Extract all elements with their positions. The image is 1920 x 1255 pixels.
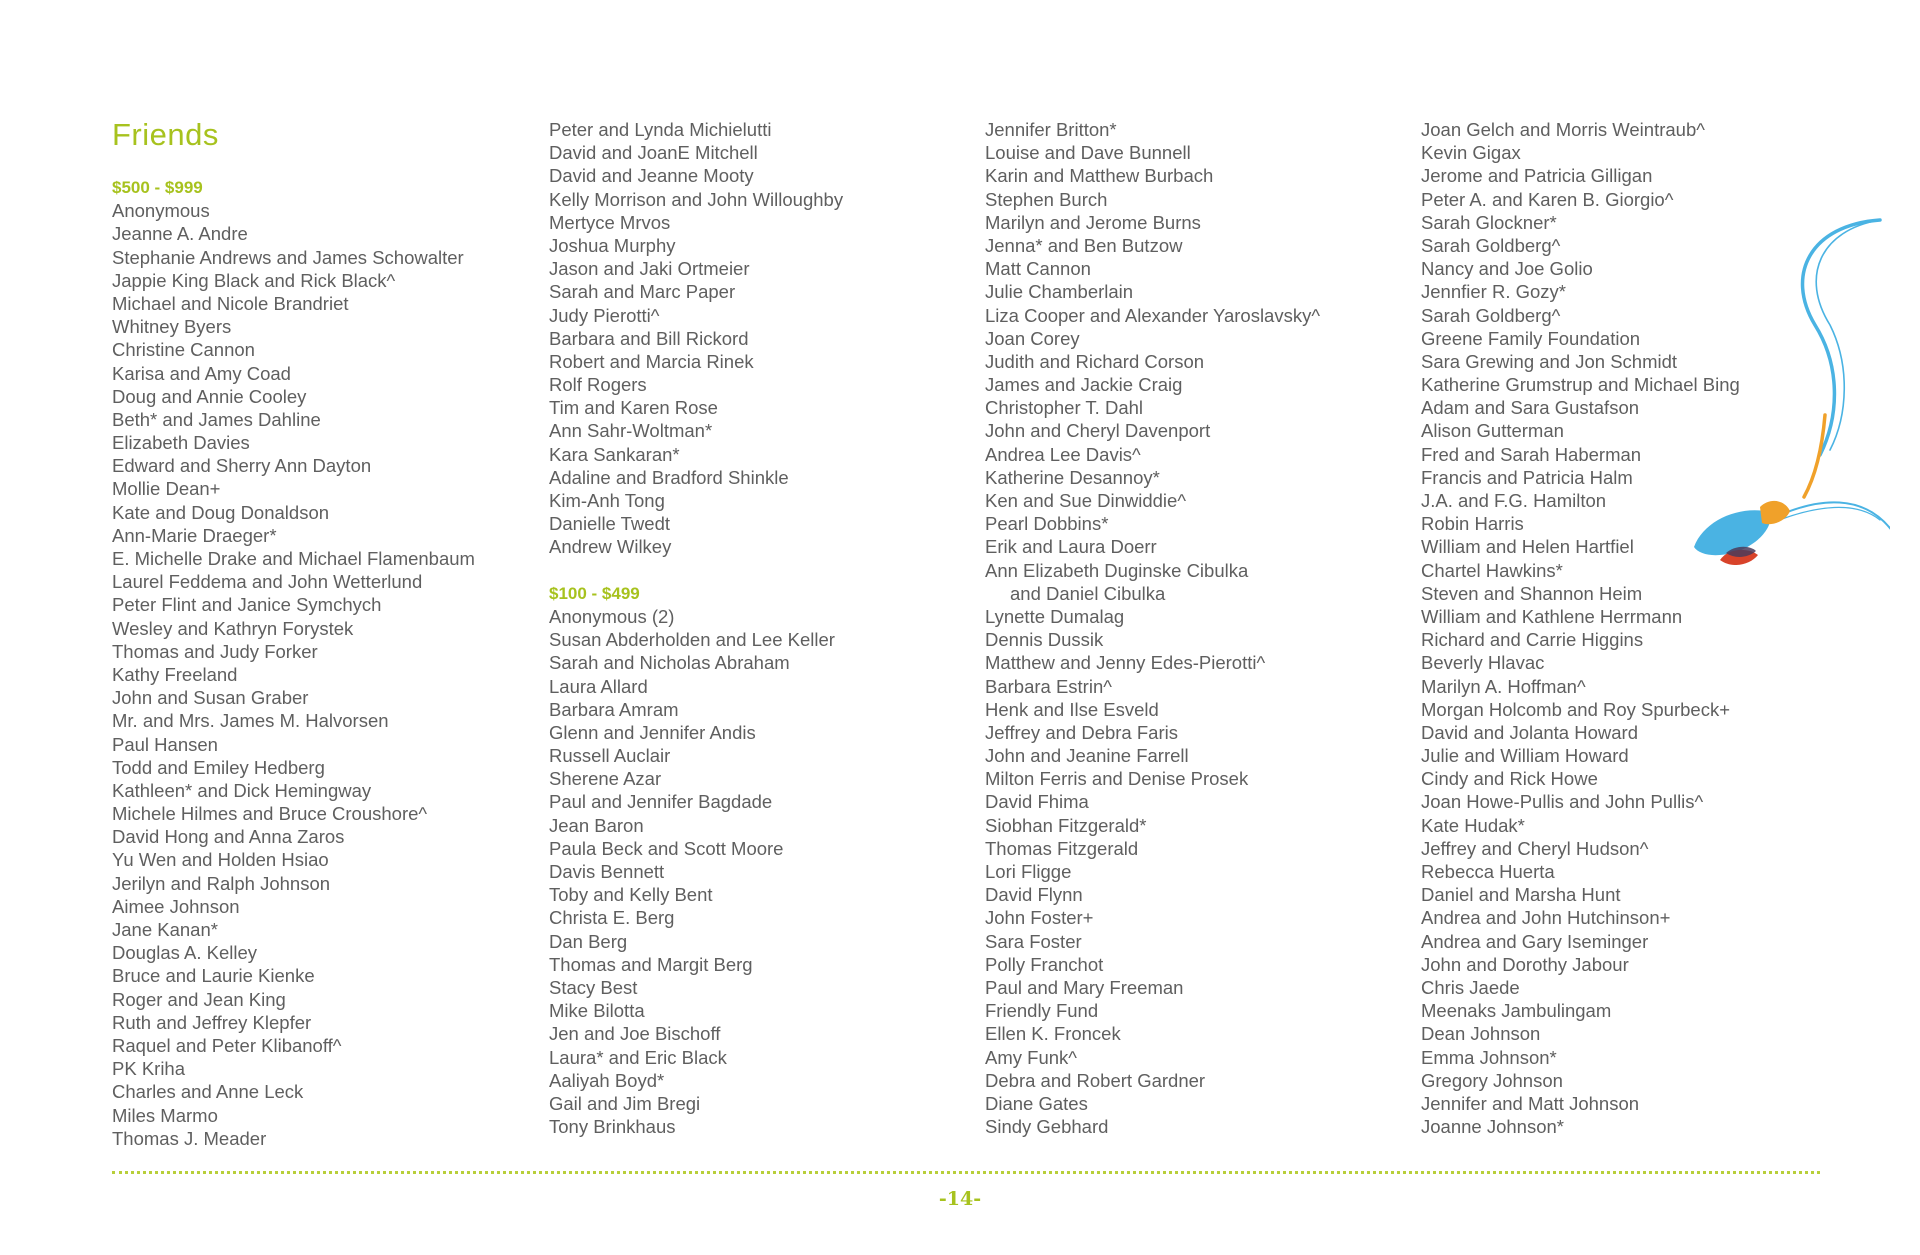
donor-name: Sarah Goldberg^ bbox=[1421, 234, 1561, 256]
donor-name: Peter Flint and Janice Symchych bbox=[112, 594, 382, 616]
donor-name: Erik and Laura Doerr bbox=[985, 536, 1157, 558]
donor-name: Jerilyn and Ralph Johnson bbox=[112, 872, 331, 894]
page-title: Friends bbox=[112, 117, 219, 152]
donor-name: Anonymous (2) bbox=[549, 605, 675, 627]
donor-name: David and JoanE Mitchell bbox=[549, 142, 758, 164]
donor-name: Thomas and Margit Berg bbox=[549, 953, 753, 975]
donor-name: Kate and Doug Donaldson bbox=[112, 501, 330, 523]
donor-name: Dennis Dussik bbox=[985, 629, 1104, 651]
donor-name: Katherine Grumstrup and Michael Bing bbox=[1421, 374, 1740, 396]
donor-name: John and Susan Graber bbox=[112, 687, 309, 709]
donor-name: Jane Kanan* bbox=[112, 919, 218, 940]
donor-name: John and Cheryl Davenport bbox=[985, 420, 1211, 442]
donor-name: Gail and Jim Bregi bbox=[549, 1092, 701, 1114]
donor-name: Jennifer and Matt Johnson bbox=[1421, 1092, 1640, 1114]
donor-name: Amy Funk^ bbox=[985, 1046, 1077, 1068]
donor-name: Davis Bennett bbox=[549, 861, 665, 882]
donor-name: Christine Cannon bbox=[112, 339, 255, 361]
donor-name: J.A. and F.G. Hamilton bbox=[1421, 490, 1607, 511]
donor-name: Adam and Sara Gustafson bbox=[1421, 397, 1640, 419]
donor-name: Kevin Gigax bbox=[1421, 142, 1521, 164]
donor-name: Dan Berg bbox=[549, 930, 628, 952]
donor-name: Chris Jaede bbox=[1421, 976, 1520, 998]
donor-list bbox=[985, 118, 1405, 1138]
donor-name: Jen and Joe Bischoff bbox=[549, 1023, 721, 1045]
donor-name: Barbara and Bill Rickord bbox=[549, 327, 749, 349]
donor-name: Gregory Johnson bbox=[1421, 1069, 1563, 1091]
donor-name: Jean Baron bbox=[549, 814, 644, 836]
donor-name: Daniel and Marsha Hunt bbox=[1421, 884, 1621, 906]
donor-name: Lynette Dumalag bbox=[985, 605, 1125, 627]
donor-name: Joan Gelch and Morris Weintraub^ bbox=[1421, 119, 1705, 140]
donor-name: Stacy Best bbox=[549, 976, 638, 998]
donor-name: Joan Corey bbox=[985, 327, 1080, 349]
donor-name: Christa E. Berg bbox=[549, 907, 675, 929]
donor-name: Susan Abderholden and Lee Keller bbox=[549, 629, 835, 651]
donor-name: Peter A. and Karen B. Giorgio^ bbox=[1421, 188, 1674, 210]
donor-name: Paul Hansen bbox=[112, 733, 218, 755]
donor-name: Kim-Anh Tong bbox=[549, 490, 665, 511]
donor-name: Jennfier R. Gozy* bbox=[1421, 281, 1566, 303]
donor-name: Dean Johnson bbox=[1421, 1023, 1541, 1045]
donor-name: Doug and Annie Cooley bbox=[112, 385, 307, 407]
donor-name: Jennifer Britton* bbox=[985, 119, 1117, 140]
donor-name: Henk and Ilse Esveld bbox=[985, 698, 1159, 720]
donor-name: Glenn and Jennifer Andis bbox=[549, 721, 756, 743]
donor-name: Polly Franchot bbox=[985, 953, 1104, 975]
donor-name: Alison Gutterman bbox=[1421, 420, 1564, 442]
bird-body bbox=[1694, 510, 1771, 555]
donor-name: Matthew and Jenny Edes-Pierotti^ bbox=[985, 652, 1266, 674]
bird-icon bbox=[1690, 215, 1890, 565]
donor-name: Stephanie Andrews and James Schowalter bbox=[112, 246, 464, 268]
donor-name: Siobhan Fitzgerald* bbox=[985, 814, 1147, 836]
donor-list bbox=[549, 118, 969, 559]
donor-name: Jappie King Black and Rick Black^ bbox=[112, 269, 396, 291]
donor-name: Julie and William Howard bbox=[1421, 745, 1629, 767]
donor-name: Fred and Sarah Haberman bbox=[1421, 443, 1642, 465]
donor-name: Ruth and Jeffrey Klepfer bbox=[112, 1011, 312, 1033]
donor-name: Beverly Hlavac bbox=[1421, 652, 1545, 674]
donor-name: John and Dorothy Jabour bbox=[1421, 953, 1629, 975]
donor-name: David and Jeanne Mooty bbox=[549, 165, 754, 187]
donor-name: Julie Chamberlain bbox=[985, 281, 1134, 303]
donor-name: Jeffrey and Cheryl Hudson^ bbox=[1421, 837, 1649, 859]
donor-name: Thomas J. Meader bbox=[112, 1127, 267, 1149]
page-number: -14- bbox=[938, 1188, 982, 1210]
donor-name: Diane Gates bbox=[985, 1092, 1088, 1114]
donor-name: Peter and Lynda Michielutti bbox=[549, 119, 772, 140]
donor-name: Christopher T. Dahl bbox=[985, 397, 1144, 419]
donor-name: Laurel Feddema and John Wetterlund bbox=[112, 571, 423, 593]
donor-name: Bruce and Laurie Kienke bbox=[112, 965, 315, 987]
donor-name: Raquel and Peter Klibanoff^ bbox=[112, 1034, 342, 1056]
donor-name: Steven and Shannon Heim bbox=[1421, 582, 1643, 604]
column-2 bbox=[549, 118, 969, 1138]
donor-name: Paula Beck and Scott Moore bbox=[549, 837, 784, 859]
donor-name: Liza Cooper and Alexander Yaroslavsky^ bbox=[985, 304, 1321, 326]
donor-name: Kathleen* and Dick Hemingway bbox=[112, 779, 372, 801]
donor-name: Andrea and Gary Iseminger bbox=[1421, 930, 1649, 952]
donor-name: Thomas and Judy Forker bbox=[112, 640, 318, 662]
donor-name: Whitney Byers bbox=[112, 316, 232, 338]
donor-name: Jeffrey and Debra Faris bbox=[985, 721, 1178, 743]
donor-name: Ann Elizabeth Duginske Cibulka bbox=[985, 559, 1249, 581]
donor-name: Mollie Dean+ bbox=[112, 478, 221, 500]
bird-wing-orange bbox=[1760, 501, 1790, 524]
donor-name: Mr. and Mrs. James M. Halvorsen bbox=[112, 710, 389, 732]
donor-name: Ken and Sue Dinwiddie^ bbox=[985, 490, 1187, 511]
donor-name: David Hong and Anna Zaros bbox=[112, 826, 345, 848]
donor-name: Tony Brinkhaus bbox=[549, 1116, 676, 1138]
donor-name: Michael and Nicole Brandriet bbox=[112, 292, 349, 314]
donor-name: William and Kathlene Herrmann bbox=[1421, 605, 1683, 627]
donor-name: Danielle Twedt bbox=[549, 513, 671, 535]
donor-name: Joanne Johnson* bbox=[1421, 1116, 1564, 1138]
donor-name: Sarah Goldberg^ bbox=[1421, 304, 1561, 326]
donor-name: Debra and Robert Gardner bbox=[985, 1069, 1206, 1091]
donor-list bbox=[112, 199, 532, 1150]
donor-name: Karisa and Amy Coad bbox=[112, 362, 291, 384]
donor-name: Miles Marmo bbox=[112, 1104, 218, 1126]
donor-name: Marilyn A. Hoffman^ bbox=[1421, 675, 1586, 697]
donor-name: Judy Pierotti^ bbox=[549, 304, 660, 326]
donor-name: Sarah and Marc Paper bbox=[549, 281, 736, 303]
donor-name: Kate Hudak* bbox=[1421, 814, 1525, 836]
donor-name: Roger and Jean King bbox=[112, 988, 286, 1010]
donor-name: Katherine Desannoy* bbox=[985, 466, 1160, 488]
footer-dotted-rule bbox=[112, 1171, 1820, 1174]
donor-name: Joan Howe-Pullis and John Pullis^ bbox=[1421, 791, 1704, 813]
donor-name: Emma Johnson* bbox=[1421, 1046, 1557, 1068]
donor-name: Russell Auclair bbox=[549, 745, 671, 767]
donor-name: Aimee Johnson bbox=[112, 895, 240, 917]
donor-name: Adaline and Bradford Shinkle bbox=[549, 466, 789, 488]
donor-name: Judith and Richard Corson bbox=[985, 350, 1205, 372]
donor-name: Kathy Freeland bbox=[112, 663, 238, 685]
donor-name: Michele Hilmes and Bruce Croushore^ bbox=[112, 803, 428, 825]
donor-name: Kara Sankaran* bbox=[549, 443, 680, 465]
donor-name: Sherene Azar bbox=[549, 768, 662, 790]
column-1 bbox=[112, 176, 532, 1150]
donor-name: David and Jolanta Howard bbox=[1421, 721, 1638, 743]
donor-name: Ann-Marie Draeger* bbox=[112, 524, 277, 546]
donor-name: Chartel Hawkins* bbox=[1421, 559, 1563, 581]
donor-name: Pearl Dobbins* bbox=[985, 513, 1109, 535]
donor-name: Sarah Glockner* bbox=[1421, 211, 1557, 233]
donor-name: William and Helen Hartfiel bbox=[1421, 536, 1634, 558]
donor-name: Laura* and Eric Black bbox=[549, 1046, 727, 1068]
section-gap bbox=[549, 559, 969, 582]
donor-name: Charles and Anne Leck bbox=[112, 1081, 304, 1103]
donor-name: Jerome and Patricia Gilligan bbox=[1421, 165, 1653, 187]
donor-name: David Flynn bbox=[985, 884, 1083, 906]
donor-name: Cindy and Rick Howe bbox=[1421, 768, 1598, 790]
donor-name: Matt Cannon bbox=[985, 258, 1091, 280]
donor-name: Anonymous bbox=[112, 200, 210, 222]
donor-name: Andrea Lee Davis^ bbox=[985, 443, 1141, 465]
donor-name: Greene Family Foundation bbox=[1421, 327, 1641, 349]
donor-name: Rolf Rogers bbox=[549, 374, 647, 396]
donor-name: Jenna* and Ben Butzow bbox=[985, 234, 1183, 256]
donor-name: Mertyce Mrvos bbox=[549, 211, 671, 233]
column-3 bbox=[985, 118, 1405, 1138]
donor-name: Kelly Morrison and John Willoughby bbox=[549, 188, 844, 210]
donor-name: Aaliyah Boyd* bbox=[549, 1069, 665, 1091]
donor-name: Mike Bilotta bbox=[549, 1000, 645, 1022]
donor-name: Todd and Emiley Hedberg bbox=[112, 756, 325, 778]
donor-name: Andrea and John Hutchinson+ bbox=[1421, 907, 1671, 929]
donor-name: Laura Allard bbox=[549, 675, 648, 697]
donor-name: Stephen Burch bbox=[985, 188, 1108, 210]
bird-tail-orange bbox=[1804, 415, 1825, 497]
donor-name: Jeanne A. Andre bbox=[112, 223, 248, 245]
donor-name: Meenaks Jambulingam bbox=[1421, 1000, 1612, 1022]
donor-name: Nancy and Joe Golio bbox=[1421, 258, 1593, 280]
donor-name: Sara Grewing and Jon Schmidt bbox=[1421, 350, 1678, 372]
donor-name: Toby and Kelly Bent bbox=[549, 884, 713, 906]
donor-name: E. Michelle Drake and Michael Flamenbaum bbox=[112, 548, 475, 569]
donor-name: John Foster+ bbox=[985, 907, 1094, 929]
donor-name: Douglas A. Kelley bbox=[112, 942, 258, 964]
donor-name: Sarah and Nicholas Abraham bbox=[549, 652, 790, 674]
donor-name: Friendly Fund bbox=[985, 1000, 1099, 1022]
donor-name: Tim and Karen Rose bbox=[549, 397, 718, 419]
section-heading-100-499: $100 - $499 bbox=[549, 583, 640, 603]
donor-name: Edward and Sherry Ann Dayton bbox=[112, 455, 372, 477]
donor-name: Joshua Murphy bbox=[549, 234, 676, 256]
donor-name: Milton Ferris and Denise Prosek bbox=[985, 768, 1249, 790]
donor-name: Robert and Marcia Rinek bbox=[549, 350, 754, 372]
donor-name: Morgan Holcomb and Roy Spurbeck+ bbox=[1421, 698, 1731, 720]
donor-name: Louise and Dave Bunnell bbox=[985, 142, 1191, 164]
donor-name: Karin and Matthew Burbach bbox=[985, 165, 1214, 187]
section-heading-500-999: $500 - $999 bbox=[112, 178, 203, 197]
donor-name: Sindy Gebhard bbox=[985, 1116, 1109, 1138]
donor-name: PK Kriha bbox=[112, 1058, 186, 1080]
donor-name: Thomas Fitzgerald bbox=[985, 837, 1139, 859]
donor-name: Francis and Patricia Halm bbox=[1421, 466, 1633, 488]
donor-name: Beth* and James Dahline bbox=[112, 408, 321, 430]
donor-name: James and Jackie Craig bbox=[985, 374, 1183, 396]
donor-name: Andrew Wilkey bbox=[549, 536, 672, 558]
donor-name: Wesley and Kathryn Forystek bbox=[112, 617, 354, 639]
donor-name: John and Jeanine Farrell bbox=[985, 745, 1189, 767]
donor-name: Barbara Estrin^ bbox=[985, 675, 1112, 697]
donor-name: Jason and Jaki Ortmeier bbox=[549, 258, 750, 280]
donor-name: Elizabeth Davies bbox=[112, 432, 250, 454]
donor-name: Lori Fligge bbox=[985, 861, 1072, 882]
donor-name: Ellen K. Froncek bbox=[985, 1023, 1121, 1045]
donor-name: Richard and Carrie Higgins bbox=[1421, 629, 1644, 651]
donor-name: and Daniel Cibulka bbox=[1010, 582, 1166, 604]
donor-name: David Fhima bbox=[985, 791, 1089, 813]
donor-name: Rebecca Huerta bbox=[1421, 861, 1555, 882]
donor-name: Paul and Mary Freeman bbox=[985, 976, 1184, 998]
donor-name: Ann Sahr-Woltman* bbox=[549, 420, 713, 442]
donor-list bbox=[549, 605, 969, 1138]
donor-name: Marilyn and Jerome Burns bbox=[985, 211, 1201, 233]
donor-name: Yu Wen and Holden Hsiao bbox=[112, 849, 329, 871]
donor-name: Barbara Amram bbox=[549, 698, 679, 720]
donor-name: Paul and Jennifer Bagdade bbox=[549, 791, 773, 813]
donor-name: Sara Foster bbox=[985, 930, 1082, 952]
donor-name: Robin Harris bbox=[1421, 513, 1524, 535]
